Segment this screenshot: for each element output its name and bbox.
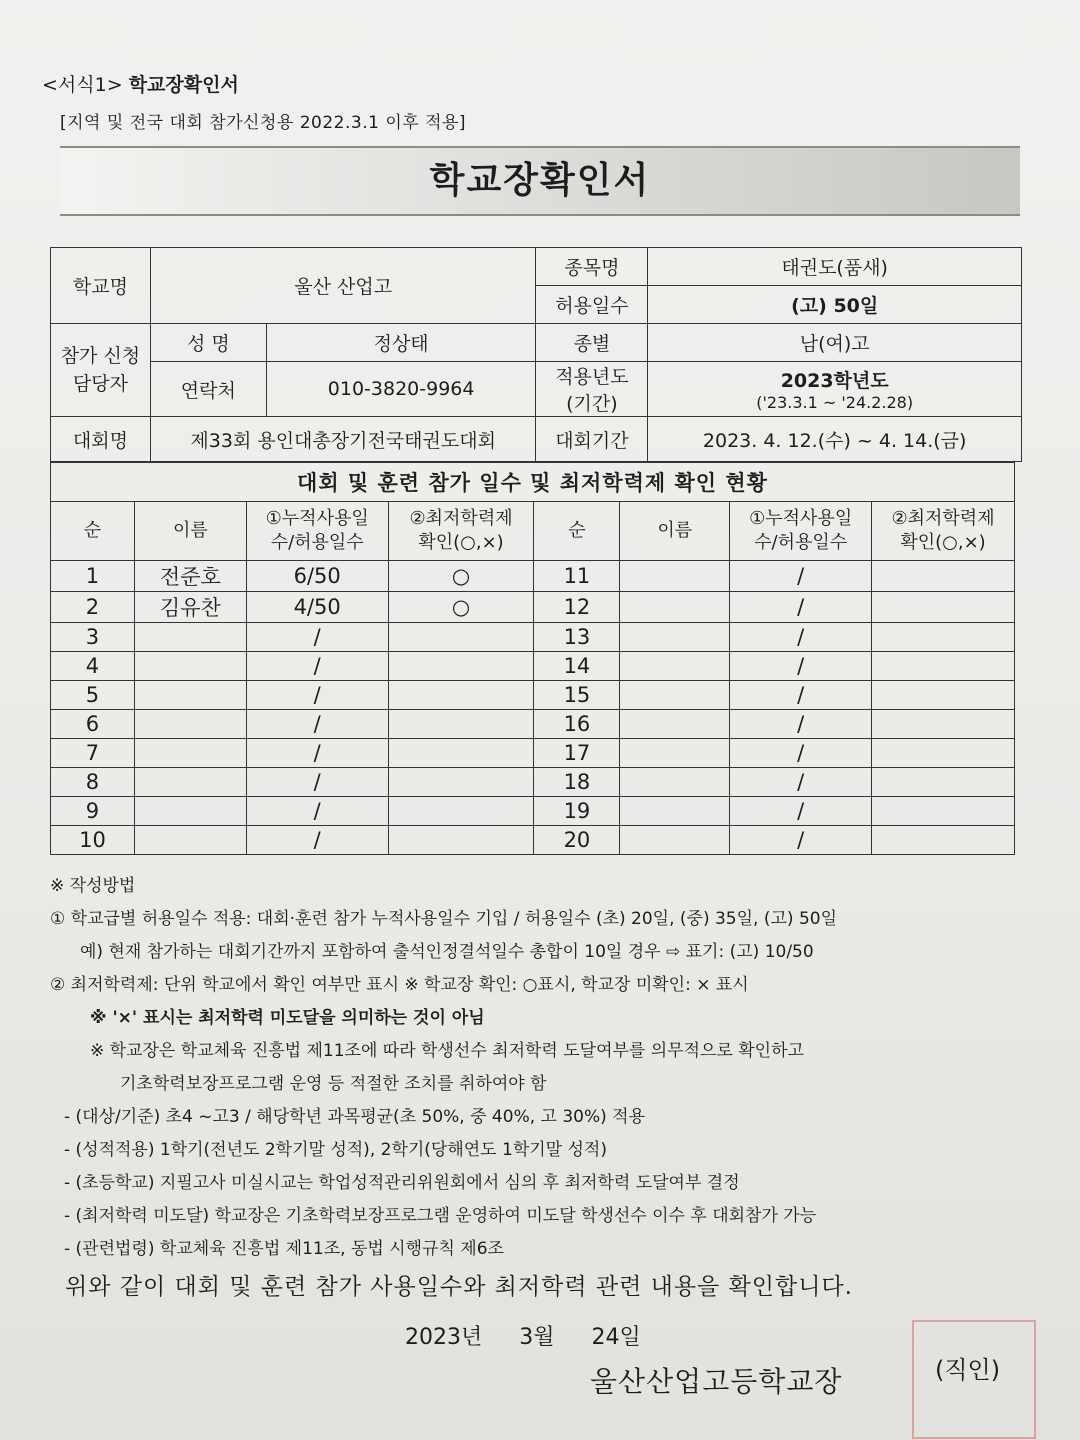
cell-right-check [872,652,1015,681]
cell-right-no: 17 [534,739,620,768]
confirmation-statement: 위와 같이 대회 및 훈련 참가 사용일수와 최저학력 관련 내용을 확인합니다. [65,1274,853,1300]
header-seq: 순 [534,502,620,561]
notes-line: - (초등학교) 지필고사 미실시교는 학업성적관리위원회에서 심의 후 최저학력 도달여부 결정 [64,1173,740,1193]
notes-heading: ※ 작성방법 [50,876,136,896]
school-value: 울산 산업고 [150,248,536,324]
cell-left-name: 전준호 [134,561,246,592]
category-label: 종별 [536,324,648,362]
event-label: 종목명 [536,248,648,286]
notes-line: - (관련법령) 학교체육 진흥법 제11조, 동법 시행규칙 제6조 [64,1239,504,1259]
competition-value: 제33회 용인대총장기전국태권도대회 [150,417,536,462]
table-row [51,826,1015,855]
info-table [50,247,1022,462]
status-header-row [51,502,1015,561]
table-row [51,768,1015,797]
cell-left-no: 8 [51,768,135,797]
allowed-days-value: (고) 50일 [648,286,1022,324]
notes-line: ※ '×' 표시는 최저학력 미도달을 의미하는 것이 아님 [90,1008,485,1028]
cell-right-days: / [730,681,872,710]
cell-right-days: / [730,768,872,797]
header-days: ①누적사용일 수/허용일수 [246,502,388,561]
cell-left-name [134,826,246,855]
cell-left-no: 1 [51,561,135,592]
year-value [648,362,1022,417]
cell-right-check [872,710,1015,739]
cell-left-check [388,768,534,797]
form-label [42,70,239,97]
header-name: 이름 [134,502,246,561]
cell-left-name [134,710,246,739]
competition-label: 대회명 [51,417,151,462]
table-row [51,681,1015,710]
cell-left-name [134,739,246,768]
allowed-days-label: 허용일수 [536,286,648,324]
cell-left-no: 4 [51,652,135,681]
notes-line: 예) 현재 참가하는 대회기간까지 포함하여 출석인정결석일수 총합이 10일 경우 ⇨ 표기: (고) 10/50 [80,942,814,962]
cell-left-days: / [246,797,388,826]
cell-left-no: 9 [51,797,135,826]
cell-left-no: 6 [51,710,135,739]
cell-right-name [620,681,730,710]
name-label: 성 명 [150,324,266,362]
cell-left-days: / [246,623,388,652]
cell-left-check [388,623,534,652]
principal-name: 울산산업고등학교장 [590,1365,843,1398]
cell-left-days: / [246,710,388,739]
header-name: 이름 [620,502,730,561]
cell-left-check [388,710,534,739]
cell-right-name [620,561,730,592]
table-row [51,561,1015,592]
cell-right-name [620,710,730,739]
table-row [51,797,1015,826]
form-number: <서식1> [42,74,123,96]
cell-right-check [872,739,1015,768]
header-days: ①누적사용일 수/허용일수 [730,502,872,561]
cell-left-days: 6/50 [246,561,388,592]
cell-left-check [388,797,534,826]
cell-right-days: / [730,652,872,681]
cell-left-no: 7 [51,739,135,768]
table-row [51,739,1015,768]
cell-right-no: 20 [534,826,620,855]
seal-label: (직인) [935,1356,1001,1384]
phone-value: 010-3820-9964 [266,362,536,417]
cell-left-no: 2 [51,592,135,623]
contact-label: 참가 신청 담당자 [51,324,151,417]
cell-right-name [620,623,730,652]
cell-right-no: 19 [534,797,620,826]
phone-label: 연락처 [150,362,266,417]
cell-right-name [620,768,730,797]
cell-right-days: / [730,739,872,768]
cell-left-no: 5 [51,681,135,710]
notes-line: ② 최저학력제: 단위 학교에서 확인 여부만 표시 ※ 학교장 확인: ○표시, 학교장 미확인: × 표시 [50,975,749,995]
cell-left-name [134,652,246,681]
cell-right-no: 18 [534,768,620,797]
cell-right-days: / [730,710,872,739]
cell-right-check [872,681,1015,710]
period-value: 2023. 4. 12.(수) ~ 4. 14.(금) [648,417,1022,462]
status-table [50,462,1015,855]
cell-right-no: 13 [534,623,620,652]
cell-left-days: / [246,681,388,710]
cell-left-days: / [246,739,388,768]
cell-right-days: / [730,623,872,652]
cell-left-days: / [246,768,388,797]
cell-left-days: / [246,652,388,681]
notes-line: 기초학력보장프로그램 운영 등 적절한 조치를 취하여야 함 [120,1074,547,1094]
cell-right-no: 16 [534,710,620,739]
cell-right-check [872,826,1015,855]
cell-left-no: 10 [51,826,135,855]
cell-left-check [388,652,534,681]
cell-left-name: 김유찬 [134,592,246,623]
header-check: ②최저학력제 확인(○,×) [872,502,1015,561]
form-name: 학교장확인서 [128,74,239,96]
cell-left-name [134,681,246,710]
application-scope: [지역 및 전국 대회 참가신청용 2022.3.1 이후 적용] [60,113,467,133]
year-label-sub: (기간) [566,393,618,415]
cell-left-check [388,826,534,855]
cell-left-check [388,739,534,768]
cell-left-no: 3 [51,623,135,652]
notes-line: - (최저학력 미도달) 학교장은 기초학력보장프로그램 운영하여 미도달 학생선수 이수 후 대회참가 가능 [64,1206,817,1226]
name-value: 정상태 [266,324,536,362]
period-label: 대회기간 [536,417,648,462]
cell-right-check [872,561,1015,592]
cell-right-name [620,739,730,768]
cell-right-name [620,652,730,681]
notes-line: - (성적적용) 1학기(전년도 2학기말 성적), 2학기(당해연도 1학기말 성적) [64,1140,607,1160]
category-value: 남(여)고 [648,324,1022,362]
cell-left-check [388,681,534,710]
cell-left-name [134,797,246,826]
header-check: ②최저학력제 확인(○,×) [388,502,534,561]
notes-line: ① 학교급별 허용일수 적용: 대회·훈련 참가 누적사용일수 기입 / 허용일수 (초) 20일, (중) 35일, (고) 50일 [50,909,838,929]
cell-right-name [620,797,730,826]
cell-right-days: / [730,797,872,826]
notes-line: - (대상/기준) 초4 ~고3 / 해당학년 과목평균(초 50%, 중 40%, 고 30%) 적용 [64,1107,646,1127]
instructions [50,870,1025,1266]
cell-right-check [872,623,1015,652]
school-label: 학교명 [51,248,151,324]
cell-right-name [620,826,730,855]
cell-right-days: / [730,592,872,623]
event-value: 태권도(품새) [648,248,1022,286]
table-row [51,652,1015,681]
cell-right-no: 14 [534,652,620,681]
year-value-sub: ('23.3.1 ~ '24.2.28) [756,393,914,412]
cell-right-days: / [730,561,872,592]
cell-right-no: 15 [534,681,620,710]
cell-right-days: / [730,826,872,855]
cell-right-no: 12 [534,592,620,623]
cell-left-days: 4/50 [246,592,388,623]
year-label-main: 적용년도 [555,366,629,388]
cell-right-check [872,797,1015,826]
year-label [536,362,648,417]
cell-left-days: / [246,826,388,855]
cell-left-name [134,768,246,797]
cell-right-check [872,768,1015,797]
cell-left-check: ○ [388,592,534,623]
cell-left-name [134,623,246,652]
cell-left-check: ○ [388,561,534,592]
issue-date: 2023년 3월 24일 [405,1325,641,1350]
status-caption: 대회 및 훈련 참가 일수 및 최저학력제 확인 현황 [51,463,1015,502]
cell-right-no: 11 [534,561,620,592]
table-row [51,592,1015,623]
year-value-main: 2023학년도 [780,370,889,392]
document-title: 학교장확인서 [60,146,1020,216]
header-seq: 순 [51,502,135,561]
table-row [51,623,1015,652]
table-row [51,710,1015,739]
notes-line: ※ 학교장은 학교체육 진흥법 제11조에 따라 학생선수 최저학력 도달여부를 의무적으로 확인하고 [90,1041,804,1061]
cell-right-name [620,592,730,623]
cell-right-check [872,592,1015,623]
